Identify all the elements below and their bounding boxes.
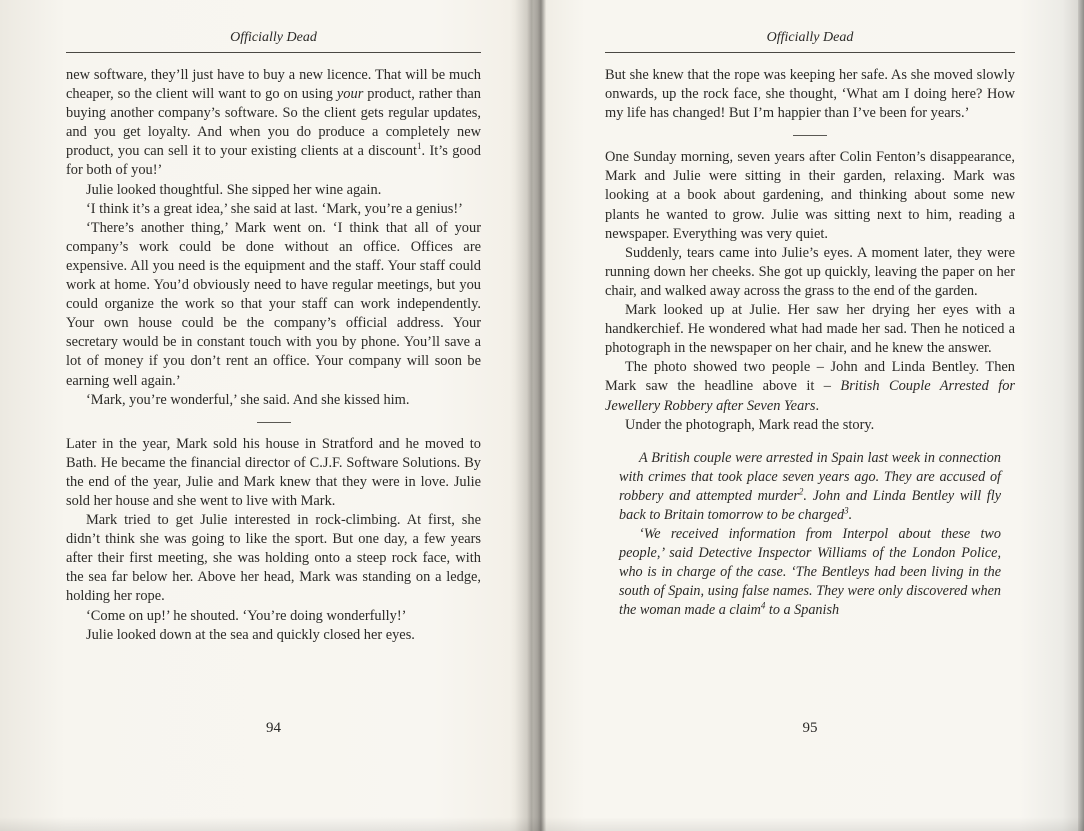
header-rule	[605, 52, 1015, 53]
paragraph: One Sunday morning, seven years after Colin Fenton’s disappearance, Mark and Julie were sitting in their garden, relaxing. Mark was looking at a book about gardening, and thinking about some new plants he wanted to grow. Julie was sitting next to him, reading a newspaper. Everything was very quiet.	[605, 149, 1015, 242]
left-page	[66, 0, 481, 831]
paragraph: Under the photograph, Mark read the story.	[625, 416, 875, 433]
page-number: 95	[802, 720, 818, 736]
running-head: Officially Dead	[766, 30, 854, 45]
paragraph: ‘Mark, you’re wonderful,’ she said. And she kissed him.	[86, 391, 410, 408]
paragraph: ‘Come on up!’ he shouted. ‘You’re doing wonderfully!’	[86, 607, 407, 624]
section-break	[257, 422, 291, 423]
footnote-marker[interactable]: 1	[417, 141, 422, 152]
page-edge	[1078, 0, 1084, 831]
page-number: 94	[266, 720, 281, 736]
paragraph: The photo showed two people – John and Linda Bentley. Then Mark saw the headline above it – British Couple Arrested for Jewellery Robbery after Seven Years.	[605, 359, 1015, 414]
paragraph: Mark looked up at Julie. Her saw her drying her eyes with a handkerchief. He wondered what had made her sad. Then he noticed a photograph in the newspaper on her chair, and he knew the answer.	[605, 302, 1015, 357]
paragraph: new software, they’ll just have to buy a new licence. That will be much cheaper, so the client will want to go on using your product, rather than buying another company’s software. So the client gets regular updates, and you get loyalty. And when you do produce a completely new product, you can sell it to your existing clients at a discount$^1$. It’s good for both of you!’	[66, 67, 481, 179]
paragraph: Mark tried to get Julie interested in rock-climbing. At first, she didn’t think she was going to like the sport. But one day, a few years after their first meeting, she was holding onto a steep rock face, with the sea far below her. Above her head, Mark was standing on a ledge, holding her rope.	[66, 512, 481, 605]
paragraph: Julie looked thoughtful. She sipped her wine again.	[86, 181, 382, 198]
section-break	[793, 135, 827, 136]
quote-paragraph: A British couple were arrested in Spain last week in connection with crimes that took place seven years ago. They are accused of robbery and attempted murder$^2$. John and Linda Bentley will fly back to Britain tomorrow to be charged$^3$.	[619, 449, 1001, 523]
quote-paragraph: ‘We received information from Interpol about these two people,’ said Detective Inspector Williams of the London Police, who is in charge of the case. ‘The Bentleys had been living in the south of Spain, using false names. They were only discovered when the woman made a claim$^4$ to a Spanish	[619, 526, 1001, 619]
header-rule	[66, 52, 481, 53]
running-head: Officially Dead	[230, 30, 317, 45]
footnote-marker[interactable]: 2	[798, 486, 804, 497]
footnote-marker[interactable]: 3	[844, 505, 849, 516]
paragraph: Julie looked down at the sea and quickly closed her eyes.	[86, 626, 415, 643]
paragraph: Suddenly, tears came into Julie’s eyes. A moment later, they were running down her cheeks. She got up quickly, leaving the paper on her chair, and walked away across the grass to the end of the garden.	[605, 244, 1015, 299]
paragraph: ‘There’s another thing,’ Mark went on. ‘I think that all of your company’s work could be done without an office. Offices are expensive. All you need is the equipment and the staff. Your staff could work at home. You’d obviously need to have regular meetings, but you could organize the work so that your staff can work independently. Your own house could be the company’s official address. Your secretary would be in constant touch with you by phone. You’ll save a lot of money if you don’t rent an office. Your company will soon be earning well again.’	[66, 219, 481, 389]
news-quote	[619, 449, 1001, 621]
page-body	[605, 66, 1015, 621]
paragraph: ‘I think it’s a great idea,’ she said at last. ‘Mark, you’re a genius!’	[86, 200, 463, 217]
paragraph: Later in the year, Mark sold his house in Stratford and he moved to Bath. He became the financial director of C.J.F. Software Solutions. By the end of the year, Julie and Mark knew that they were in love. Julie sold her house and she went to live with Mark.	[66, 435, 481, 509]
book-spine	[515, 0, 545, 831]
right-page	[605, 0, 1015, 831]
paragraph: But she knew that the rope was keeping her safe. As she moved slowly onwards, up the rock face, she thought, ‘What am I doing here? How my life has changed! But I’m happier than I’ve been for years.’	[605, 67, 1015, 122]
footnote-marker[interactable]: 4	[760, 600, 766, 611]
page-body	[66, 66, 481, 645]
